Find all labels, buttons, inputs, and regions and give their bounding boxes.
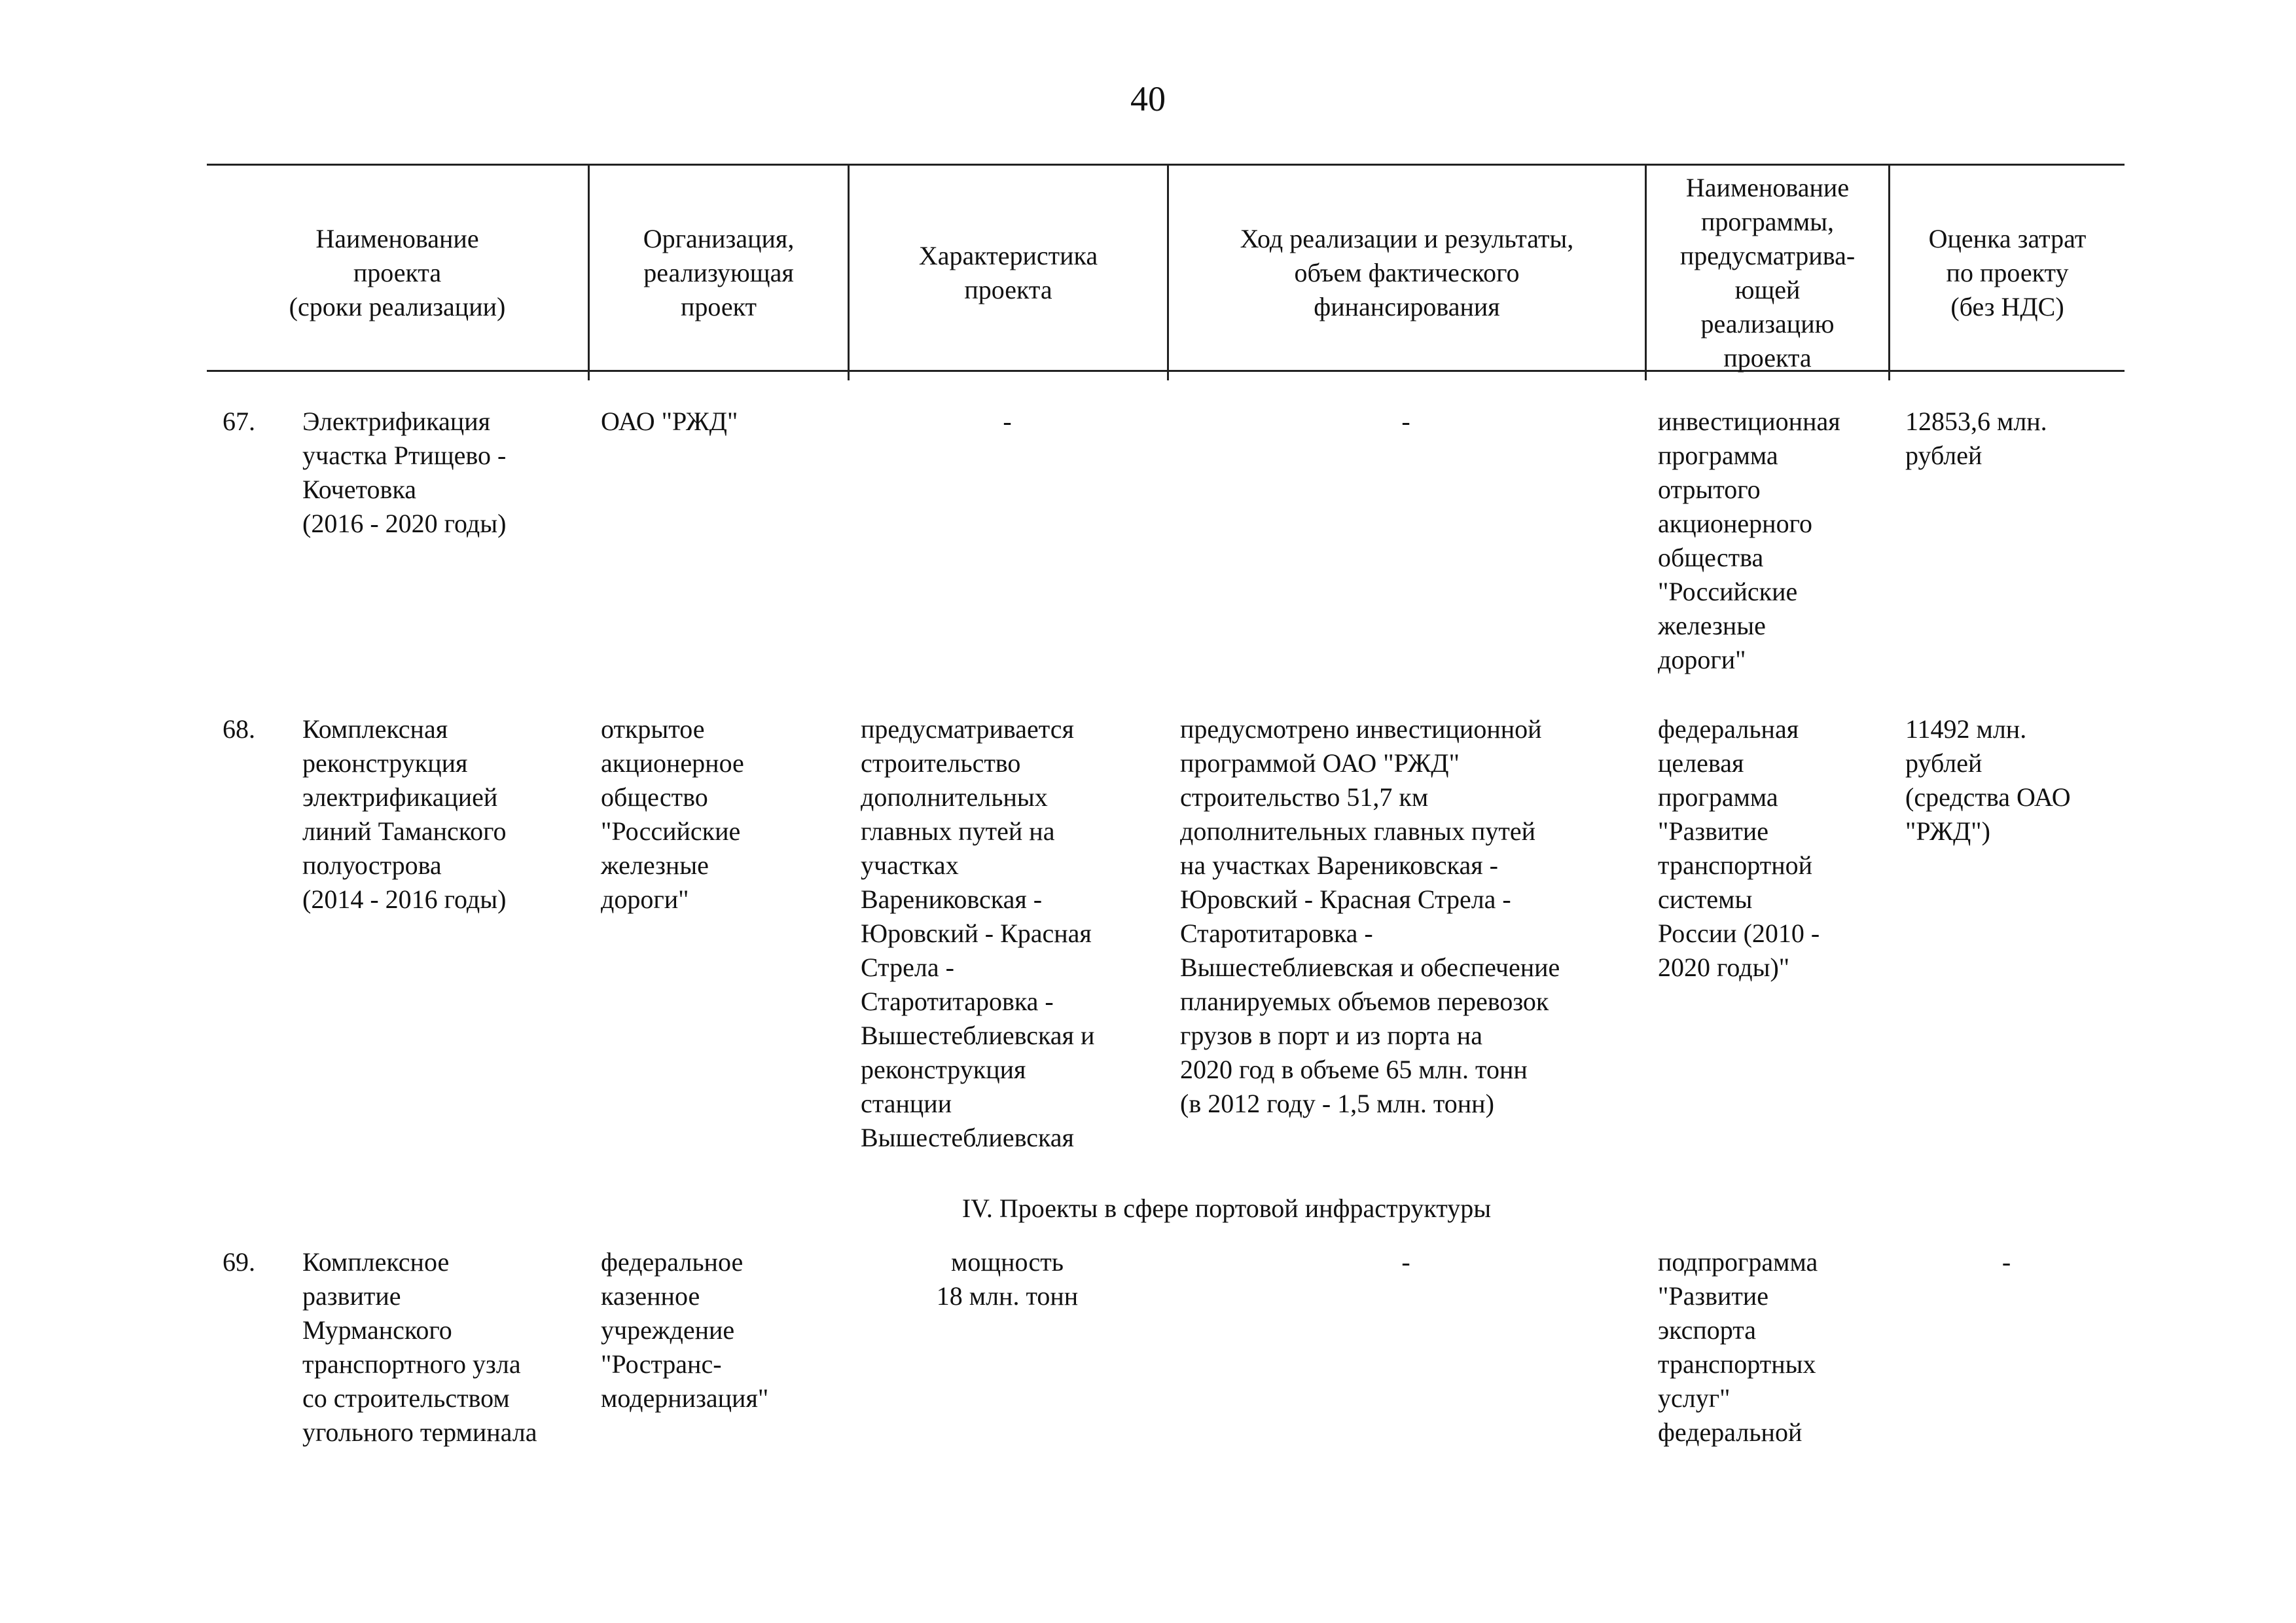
program: подпрограмма "Развитие экспорта транспортных услуг" федеральной xyxy=(1658,1247,1818,1447)
progress: - xyxy=(1401,1247,1410,1277)
project-name: Электрификация участка Ртищево - Кочетовка (2016 - 2020 годы) xyxy=(302,407,507,538)
row-number: 68. xyxy=(223,714,255,744)
header-characteristics: Характеристика проекта xyxy=(848,166,1167,380)
table-row xyxy=(207,405,2125,677)
program: федеральная целевая программа "Развитие транспортной системы России (2010 - 2020 годы)" xyxy=(1658,714,1820,982)
table-row xyxy=(207,712,2125,1155)
program: инвестиционная программа отрытого акционерного общества "Российские железные дороги" xyxy=(1658,407,1840,674)
cost: - xyxy=(2001,1247,2011,1277)
page-number: 40 xyxy=(1130,79,1166,119)
header-program: Наименование программы, предусматрива- ющей реализацию проекта xyxy=(1645,166,1888,380)
project-name: Комплексное развитие Мурманского транспортного узла со строительством угольного терминала xyxy=(302,1247,537,1447)
organization: ОАО "РЖД" xyxy=(601,407,738,436)
header-progress: Ход реализации и результаты, объем фактического финансирования xyxy=(1167,166,1645,380)
organization: открытое акционерное общество "Российские железные дороги" xyxy=(601,714,744,914)
progress: предусмотрено инвестиционной программой ОАО "РЖД" строительство 51,7 км дополнительных главных путей на участках Варениковская - Юровский - Красная Стрела - Старотитаровка - Вышестеблиевская и обеспечение планируемых объемов перевозок грузов в порт и из порта на 2020 год в объеме 65 млн. тонн (в 2012 году - 1,5 млн. тонн) xyxy=(1180,714,1560,1118)
table-header xyxy=(207,164,2125,372)
header-project-name: Наименование проекта (сроки реализации) xyxy=(289,224,506,321)
section-title: IV. Проекты в сфере портовой инфраструктуры xyxy=(961,1194,1492,1223)
characteristics: предусматривается строительство дополнительных главных путей на участках Варениковская - Юровский - Красная Стрела - Старотитаровка - Вышестеблиевская и реконструкция станции Вышестеблиевская xyxy=(861,714,1095,1152)
organization: федеральное казенное учреждение "Ространс- модернизация" xyxy=(601,1247,769,1413)
cost: 11492 млн. рублей (средства ОАО "РЖД") xyxy=(1905,714,2071,846)
cost: 12853,6 млн. рублей xyxy=(1905,407,2047,470)
characteristics: - xyxy=(1003,407,1012,436)
project-name: Комплексная реконструкция электрификацией линий Таманского полуострова (2014 - 2016 годы) xyxy=(302,714,507,914)
header-cost: Оценка затрат по проекту (без НДС) xyxy=(1888,166,2125,380)
header-organization: Организация, реализующая проект xyxy=(588,166,848,380)
characteristics: мощность 18 млн. тонн xyxy=(936,1247,1079,1311)
row-number: 67. xyxy=(223,407,255,436)
row-number: 69. xyxy=(223,1247,255,1277)
progress: - xyxy=(1401,407,1410,436)
table-row xyxy=(207,1245,2125,1450)
